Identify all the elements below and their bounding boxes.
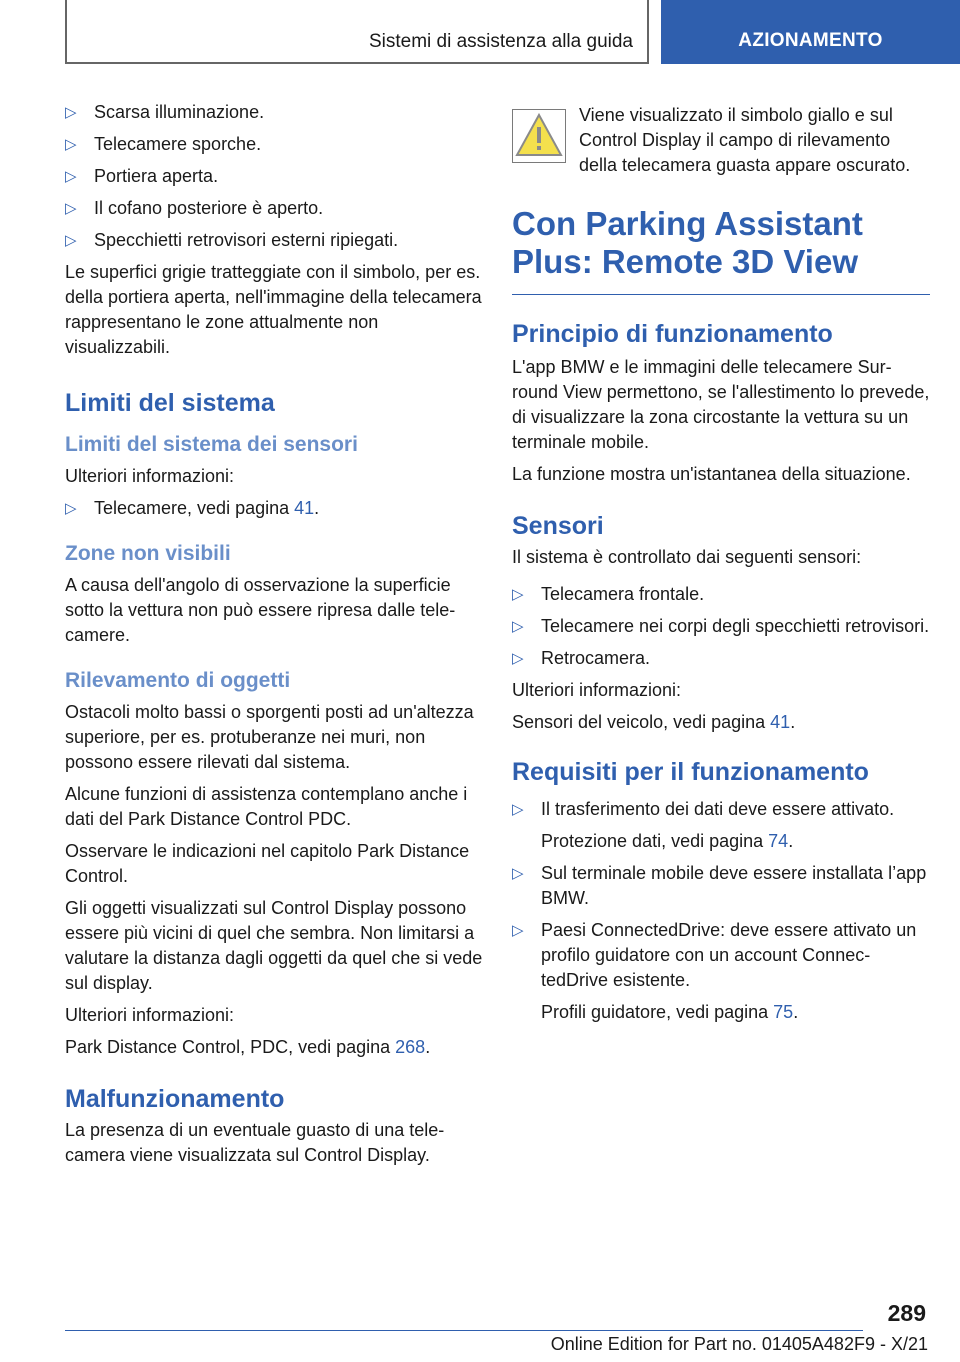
paragraph: La presenza di un eventuale guasto di una telecamera viene visualizzata sul Control Display. [65, 1120, 445, 1165]
paragraph: La funzione mostra un'istantanea della situazione. [512, 464, 911, 484]
heading-rule [512, 294, 930, 295]
paragraph: Sensori del veicolo, vedi pagina 41. [512, 712, 796, 732]
list-item: ▷ Telecamera frontale. [512, 582, 930, 607]
bullet-triangle-icon: ▷ [65, 168, 77, 185]
list-item: ▷ Telecamere sporche. [65, 132, 483, 157]
right-column [512, 103, 930, 1032]
paragraph: Il sistema è controllato dai seguenti sensori: [512, 547, 862, 567]
list-item: ▷ Il cofano posteriore è aperto. [65, 196, 483, 221]
heading-malfunzionamento: Malfunzionamento [65, 1085, 285, 1113]
paragraph: Ostacoli molto bassi o sporgenti posti ad un'altezza superiore, per es. protuberanze nei muri, non possono essere rilevati dal sistema. [65, 702, 474, 772]
paragraph: Alcune funzioni di assistenza contemplano anche i dati del Park Distance Control PDC. [65, 784, 468, 829]
bullet-triangle-icon: ▷ [512, 865, 524, 882]
edition-line: Online Edition for Part no. 01405A482F9 - X/21 [550, 1334, 928, 1354]
bullet-triangle-icon: ▷ [65, 200, 77, 217]
bullet-triangle-icon: ▷ [65, 136, 77, 153]
paragraph: Ulteriori informazioni: [512, 680, 682, 700]
page-link[interactable]: 268 [395, 1037, 426, 1057]
heading-sensori: Sensori [512, 512, 604, 540]
list-item: ▷ Paesi ConnectedDrive: deve essere attivato un profilo guidatore con un account ConnectedDrive esistente. Profili guidatore, vedi pagina 75. [512, 918, 930, 1025]
footer-rule [65, 1330, 863, 1331]
page-link[interactable]: 74 [768, 831, 789, 851]
page-link[interactable]: 41 [294, 498, 315, 518]
warning-triangle-icon [512, 109, 566, 163]
references-list [65, 496, 483, 521]
paragraph: L'app BMW e le immagini delle telecamere Surround View permettono, se l'allestimento lo prevede, di visualizzare la zona circostante la vettura su un terminale mobile. [512, 357, 930, 452]
page-link[interactable]: 75 [773, 1002, 794, 1022]
paragraph: Ulteriori informazioni: [65, 466, 235, 486]
heading-requisiti: Requisiti per il funzionamento [512, 758, 869, 786]
reference-line: Protezione dati, vedi pagina 74. [541, 831, 794, 851]
sensors-list [512, 582, 930, 671]
bullet-triangle-icon: ▷ [65, 232, 77, 249]
bullet-triangle-icon: ▷ [512, 650, 524, 667]
bullet-triangle-icon: ▷ [512, 586, 524, 603]
subheading-zone: Zone non visibili [65, 542, 231, 565]
subheading-rilevamento: Rilevamento di oggetti [65, 669, 291, 692]
chapter-title: Sistemi di assistenza alla guida [368, 31, 633, 52]
paragraph: Park Distance Control, PDC, vedi pagina 268. [65, 1037, 431, 1057]
heading-principio: Principio di funzionamento [512, 320, 833, 348]
conditions-list [65, 100, 483, 253]
list-item: ▷ Telecamere nei corpi degli specchietti retrovisori. [512, 614, 930, 639]
requirements-list [512, 797, 930, 1025]
bullet-triangle-icon: ▷ [65, 104, 77, 121]
paragraph: Osservare le indicazioni nel capitolo Park Distance Control. [65, 841, 470, 886]
reference-line: Profili guidatore, vedi pagina 75. [541, 1002, 799, 1022]
bullet-triangle-icon: ▷ [512, 922, 524, 939]
list-item: ▷ Sul terminale mobile deve essere installata l’app BMW. [512, 863, 927, 908]
heading-limiti: Limiti del sistema [65, 389, 275, 417]
subheading-sensori: Limiti del sistema dei sensori [65, 433, 358, 456]
list-item: ▷ Portiera aperta. [65, 164, 483, 189]
page-link[interactable]: 41 [770, 712, 791, 732]
list-item: ▷ Specchietti retrovisori esterni ripiegati. [65, 228, 483, 253]
list-item: ▷ Scarsa illuminazione. [65, 100, 483, 125]
page-number: 289 [887, 1300, 926, 1326]
section-tab-label: AZIONAMENTO [738, 30, 883, 51]
header-box [65, 0, 649, 64]
section-tab[interactable] [661, 0, 960, 64]
left-column [65, 100, 483, 1175]
warning-text: Viene visualizzato il simbolo giallo e sul Control Display il campo di rilevamento della telecamera guasta appare oscurato. [579, 105, 911, 175]
bullet-triangle-icon: ▷ [65, 500, 77, 517]
bullet-triangle-icon: ▷ [512, 618, 524, 635]
list-item: ▷ Telecamere, vedi pagina 41. [65, 496, 483, 521]
bullet-triangle-icon: ▷ [512, 801, 524, 818]
main-heading: Con Parking Assistant Plus: Remote 3D View [512, 205, 863, 280]
paragraph: Le superfici grigie tratteggiate con il simbolo, per es. della portiera aperta, nell'immagine della telecamera rappresentano le zone attualmente non visualizzabili. [65, 262, 482, 357]
list-item: ▷ Il trasferimento dei dati deve essere attivato. Protezione dati, vedi pagina 74. [512, 797, 930, 854]
list-item: ▷ Retrocamera. [512, 646, 930, 671]
paragraph: Ulteriori informazioni: [65, 1005, 235, 1025]
warning-note [512, 103, 930, 179]
paragraph: A causa dell'angolo di osservazione la superficie sotto la vettura non può essere ripresa dalle telecamere. [65, 575, 456, 645]
paragraph: Gli oggetti visualizzati sul Control Display possono essere più vicini di quel che sembra. Non limitarsi a valutare la distanza dagli oggetti da quel che si vede sul display. [65, 898, 483, 993]
